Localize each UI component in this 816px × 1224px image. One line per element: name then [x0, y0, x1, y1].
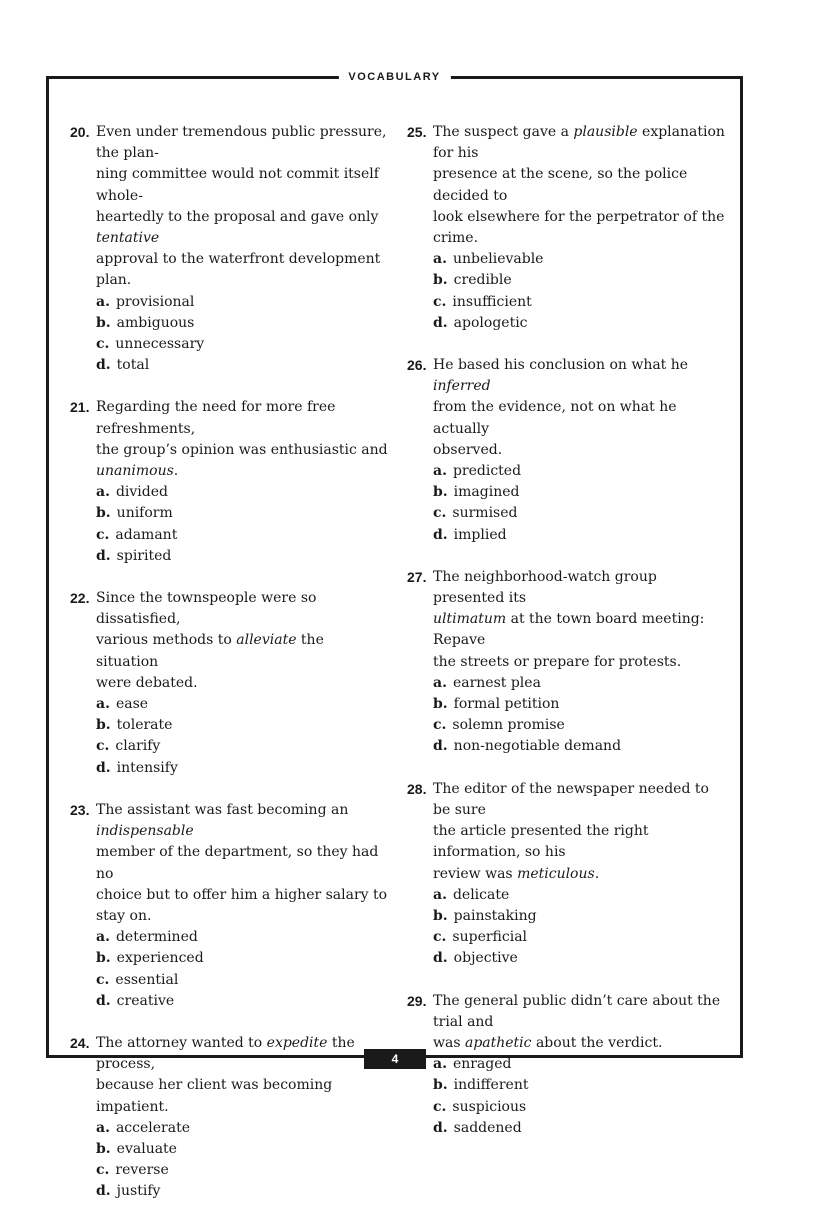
answer-option[interactable]: c. solemn promise — [433, 717, 565, 734]
question-number: 23. — [70, 801, 90, 818]
answer-option[interactable]: c. adamant — [96, 526, 178, 543]
answer-option[interactable]: b. formal petition — [433, 696, 560, 713]
answer-option[interactable]: c. clarify — [96, 738, 161, 755]
answer-option[interactable]: d. apologetic — [433, 314, 528, 331]
answer-option[interactable]: a. provisional — [96, 293, 195, 310]
left-column — [70, 122, 390, 1224]
answer-option[interactable]: d. creative — [96, 992, 175, 1009]
answer-option[interactable]: b. indifferent — [433, 1077, 529, 1094]
question-stem: The editor of the newspaper needed to be sure the article presented the right information, so his review was meticulous. — [433, 780, 709, 882]
question-22 — [70, 588, 390, 779]
answer-option[interactable]: a. earnest plea — [433, 674, 541, 691]
answer-option[interactable]: a. unbelievable — [433, 251, 544, 268]
question-27 — [407, 567, 727, 758]
answer-option[interactable]: d. spirited — [96, 547, 172, 564]
section-header: VOCABULARY — [338, 69, 450, 85]
answer-option[interactable]: b. imagined — [433, 484, 520, 501]
question-25 — [407, 122, 727, 334]
question-number: 29. — [407, 992, 427, 1009]
answer-option[interactable]: a. enraged — [433, 1056, 512, 1073]
question-number: 27. — [407, 568, 427, 585]
key-word: meticulous — [517, 865, 595, 882]
key-word: plausible — [573, 124, 638, 140]
answer-option[interactable]: a. ease — [96, 696, 149, 713]
question-21 — [70, 397, 390, 567]
right-column — [407, 122, 727, 1160]
question-stem: Regarding the need for more free refreshments, the group’s opinion was enthusiastic and unanimous. — [96, 399, 388, 480]
key-word: tentative — [96, 230, 160, 247]
key-word: ultimatum — [433, 611, 507, 628]
question-23 — [70, 800, 390, 1012]
answer-option[interactable]: d. objective — [433, 950, 518, 967]
page-number: 4 — [364, 1049, 426, 1069]
question-number: 20. — [70, 124, 90, 140]
question-stem: The attorney wanted to expedite the process, because her client was becoming impatient. — [96, 1034, 355, 1115]
question-stem: The suspect gave a plausible explanation for his presence at the scene, so the police decided to look elsewhere for the perpetrator of the crime. — [433, 124, 725, 247]
answer-option[interactable]: d. non-negotiable demand — [433, 738, 622, 755]
question-stem: The assistant was fast becoming an indispensable member of the department, so they had no choice but to offer him a higher salary to stay on. — [96, 801, 388, 924]
answer-option[interactable]: c. insufficient — [433, 293, 532, 310]
question-stem: The general public didn’t care about the trial and was apathetic about the verdict. — [433, 992, 721, 1051]
question-number: 21. — [70, 399, 90, 416]
answer-option[interactable]: d. total — [96, 357, 150, 374]
question-number: 26. — [407, 357, 427, 374]
question-number: 24. — [70, 1034, 90, 1051]
question-20 — [70, 122, 390, 376]
key-word: inferred — [433, 378, 491, 395]
answer-option[interactable]: c. surmised — [433, 505, 518, 522]
question-26 — [407, 355, 727, 546]
answer-option[interactable]: c. superficial — [433, 929, 528, 946]
key-word: expedite — [266, 1034, 328, 1051]
answer-option[interactable]: b. evaluate — [96, 1140, 177, 1157]
answer-option[interactable]: a. accelerate — [96, 1119, 190, 1136]
answer-option[interactable]: a. divided — [96, 484, 168, 501]
question-number: 25. — [407, 124, 427, 140]
answer-option[interactable]: c. essential — [96, 971, 179, 988]
question-number: 22. — [70, 590, 90, 607]
key-word: alleviate — [236, 632, 297, 649]
question-29 — [407, 991, 727, 1139]
key-word: apathetic — [464, 1034, 532, 1051]
question-stem: The neighborhood-watch group presented its ultimatum at the town board meeting: Repave the streets or prepare for protests. — [433, 568, 705, 670]
answer-option[interactable]: d. justify — [96, 1183, 161, 1200]
answer-option[interactable]: d. saddened — [433, 1119, 522, 1136]
answer-option[interactable]: c. unnecessary — [96, 336, 205, 353]
answer-option[interactable]: b. credible — [433, 272, 512, 289]
question-number: 28. — [407, 780, 427, 797]
question-stem: Even under tremendous public pressure, the plan- ning committee would not commit itself whole- heartedly to the proposal and gave only tentative approval to the waterfront development plan. — [96, 124, 387, 289]
answer-option[interactable]: b. experienced — [96, 950, 204, 967]
key-word: indispensable — [96, 823, 194, 840]
key-word: unanimous — [96, 463, 174, 480]
answer-option[interactable]: d. intensify — [96, 759, 178, 776]
answer-option[interactable]: c. suspicious — [433, 1098, 527, 1115]
answer-option[interactable]: c. reverse — [96, 1162, 169, 1179]
question-28 — [407, 779, 727, 970]
question-24 — [70, 1033, 390, 1203]
answer-option[interactable]: a. delicate — [433, 886, 510, 903]
answer-option[interactable]: a. predicted — [433, 463, 522, 480]
answer-option[interactable]: b. tolerate — [96, 717, 173, 734]
question-stem: Since the townspeople were so dissatisfied, various methods to alleviate the situation were debated. — [96, 590, 324, 691]
answer-option[interactable]: b. ambiguous — [96, 314, 195, 331]
answer-option[interactable]: d. implied — [433, 526, 507, 543]
answer-option[interactable]: b. uniform — [96, 505, 173, 522]
answer-option[interactable]: b. painstaking — [433, 907, 537, 924]
answer-option[interactable]: a. determined — [96, 929, 198, 946]
question-stem: He based his conclusion on what he inferred from the evidence, not on what he actually observed. — [433, 357, 689, 458]
